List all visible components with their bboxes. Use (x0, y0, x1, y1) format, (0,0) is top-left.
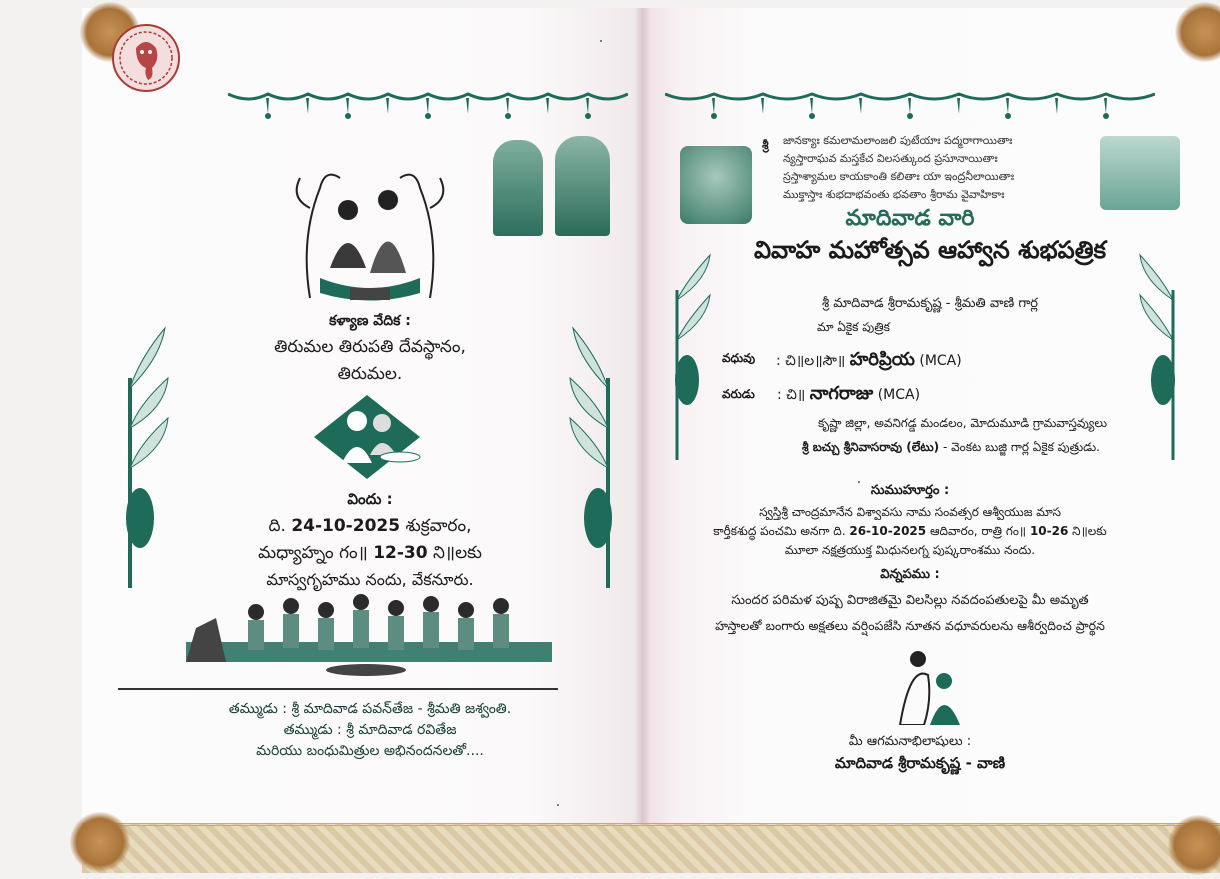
main-title: వివాహ మహోత్సవ ఆహ్వాన శుభపత్రిక (753, 236, 1107, 264)
rama-parivar-image (1100, 136, 1180, 210)
family-name: మాదివాడ వారి (845, 206, 975, 231)
groom-line: : చి॥ నాగరాజు (MCA) (777, 383, 921, 404)
bride-label: వధువు (722, 351, 756, 365)
ganesha-emblem-icon (110, 18, 182, 96)
speck (858, 481, 860, 483)
card-fold (634, 8, 650, 870)
request-line-2: హస్తాలతో బంగారు అక్షతలు వర్షింపజేసి నూతన వధూవరులను ఆశీర్వదించ ప్రార్థన (715, 618, 1105, 633)
groom-label: వరుడు (722, 387, 755, 401)
venue-line1: తిరుమల తిరుపతి దేవస్థానం, (274, 337, 466, 357)
brother-1: తమ్ముడు : శ్రీ మాదివాడ పవన్‌తేజ - శ్రీమతి జశ్వంతి. (228, 701, 512, 717)
banana-tree-center-icon (568, 318, 628, 588)
shiva-parvati-image (680, 146, 752, 224)
feast-diamond-illustration (312, 393, 430, 481)
shloka-line-4: ముక్తాస్తాః శుభదాభవంతు భవతాం శ్రీరామ వైవాహికాః (783, 188, 1005, 201)
groom-native: కృష్ణా జిల్లా, అవనిగడ్డ మండలం, మోదుమూడి గ్రామవాస్తవ్యులు (818, 416, 1108, 430)
muhurtham-line-2: కార్తీకశుద్ధ పంచమి అనగా ది. 26-10-2025 ఆదివారం, రాత్రి గం॥ 10-26 ని॥లకు (713, 524, 1107, 538)
parents-line: శ్రీ మాదివాడ శ్రీరామకృష్ణ - శ్రీమతి వాణి గార్ల (821, 296, 1039, 311)
request-line-1: సుందర పరిమళ పుష్ప విరాజితమై విలసిల్లు నవదంపతులపై మీ అమృత (731, 593, 1089, 608)
bottom-border-band (82, 823, 1220, 873)
invitees-label: మీ ఆగమనాభిలాషులు : (848, 734, 972, 749)
muhurtham-label: సుముహూర్తం : (870, 483, 950, 498)
banana-tree-right-edge-icon (1138, 250, 1188, 460)
feast-time-line: మధ్యాహ్నం గం॥ 12-30 ని॥లకు (258, 543, 482, 563)
daughter-label: మా ఏకైక పుత్రిక (817, 320, 890, 334)
wedding-crowd-illustration (186, 588, 552, 680)
left-toran-garland (228, 88, 628, 122)
banana-tree-left-icon (110, 318, 170, 588)
corner-ornament-bottom-left (70, 812, 130, 872)
shloka-line-1: జానక్యాః కమలామలాంజలి పుటేయాః పద్మరాగాయితాః (783, 134, 1013, 147)
deity-image-padmavathi (555, 136, 610, 236)
right-toran-garland (665, 88, 1155, 122)
muhurtham-line-3: మూలా నక్షత్రయుక్త మిధునలగ్న పుష్కరాంశము నందు. (784, 543, 1036, 557)
corner-ornament-bottom-right (1168, 815, 1220, 875)
invitees-names: మాదివాడ శ్రీరామకృష్ణ - వాణి (834, 754, 1006, 772)
shloka-line-3: స్రస్తాశ్యామల కాయకాంతి కలితాః యా ఇంద్రనీలాయితాః (783, 170, 1015, 183)
feast-date-line: ది. 24-10-2025 శుక్రవారం, (268, 516, 472, 536)
speck (557, 804, 559, 806)
bride-line: : చి॥ల॥సౌ॥ హరిప్రియ (MCA) (776, 349, 962, 370)
muhurtham-line-1: స్వస్తిశ్రీ చాంద్రమానేన విశ్వావసు నామ సంవత్సర ఆశ్వీయుజ మాస (759, 505, 1061, 519)
speck (600, 40, 602, 42)
groom-parents: శ్రీ బచ్చు శ్రీనివాసరావు (లేటు) - వెంకట బుజ్జి గార్ల ఏకైక పుత్రుడు. (802, 440, 1100, 454)
shloka-line-2: న్యస్తారాఘవ మస్తకేచ విలసత్కుంద ప్రసూనాయితాః (783, 152, 998, 165)
blessing-illustration (880, 645, 972, 725)
request-label: విన్నపము : (880, 567, 940, 582)
brother-2: తమ్ముడు : శ్రీ మాదివాడ రవితేజ (283, 722, 457, 738)
venue-label: కళ్యాణ వేదిక : (329, 313, 411, 329)
left-divider-line (118, 688, 558, 690)
deity-image-venkateswara (493, 140, 543, 236)
banana-tree-right-left-icon (662, 250, 712, 460)
greetings: మరియు బంధుమిత్రుల అభినందనలతో.... (256, 743, 484, 759)
wedding-couple-illustration (290, 148, 450, 318)
feast-label: విందు : (347, 490, 393, 508)
sri-mark: శ్రీ (762, 138, 769, 152)
venue-line2: తిరుమల. (337, 364, 403, 384)
feast-place: మాస్వగృహము నందు, వేకనూరు. (266, 570, 474, 589)
